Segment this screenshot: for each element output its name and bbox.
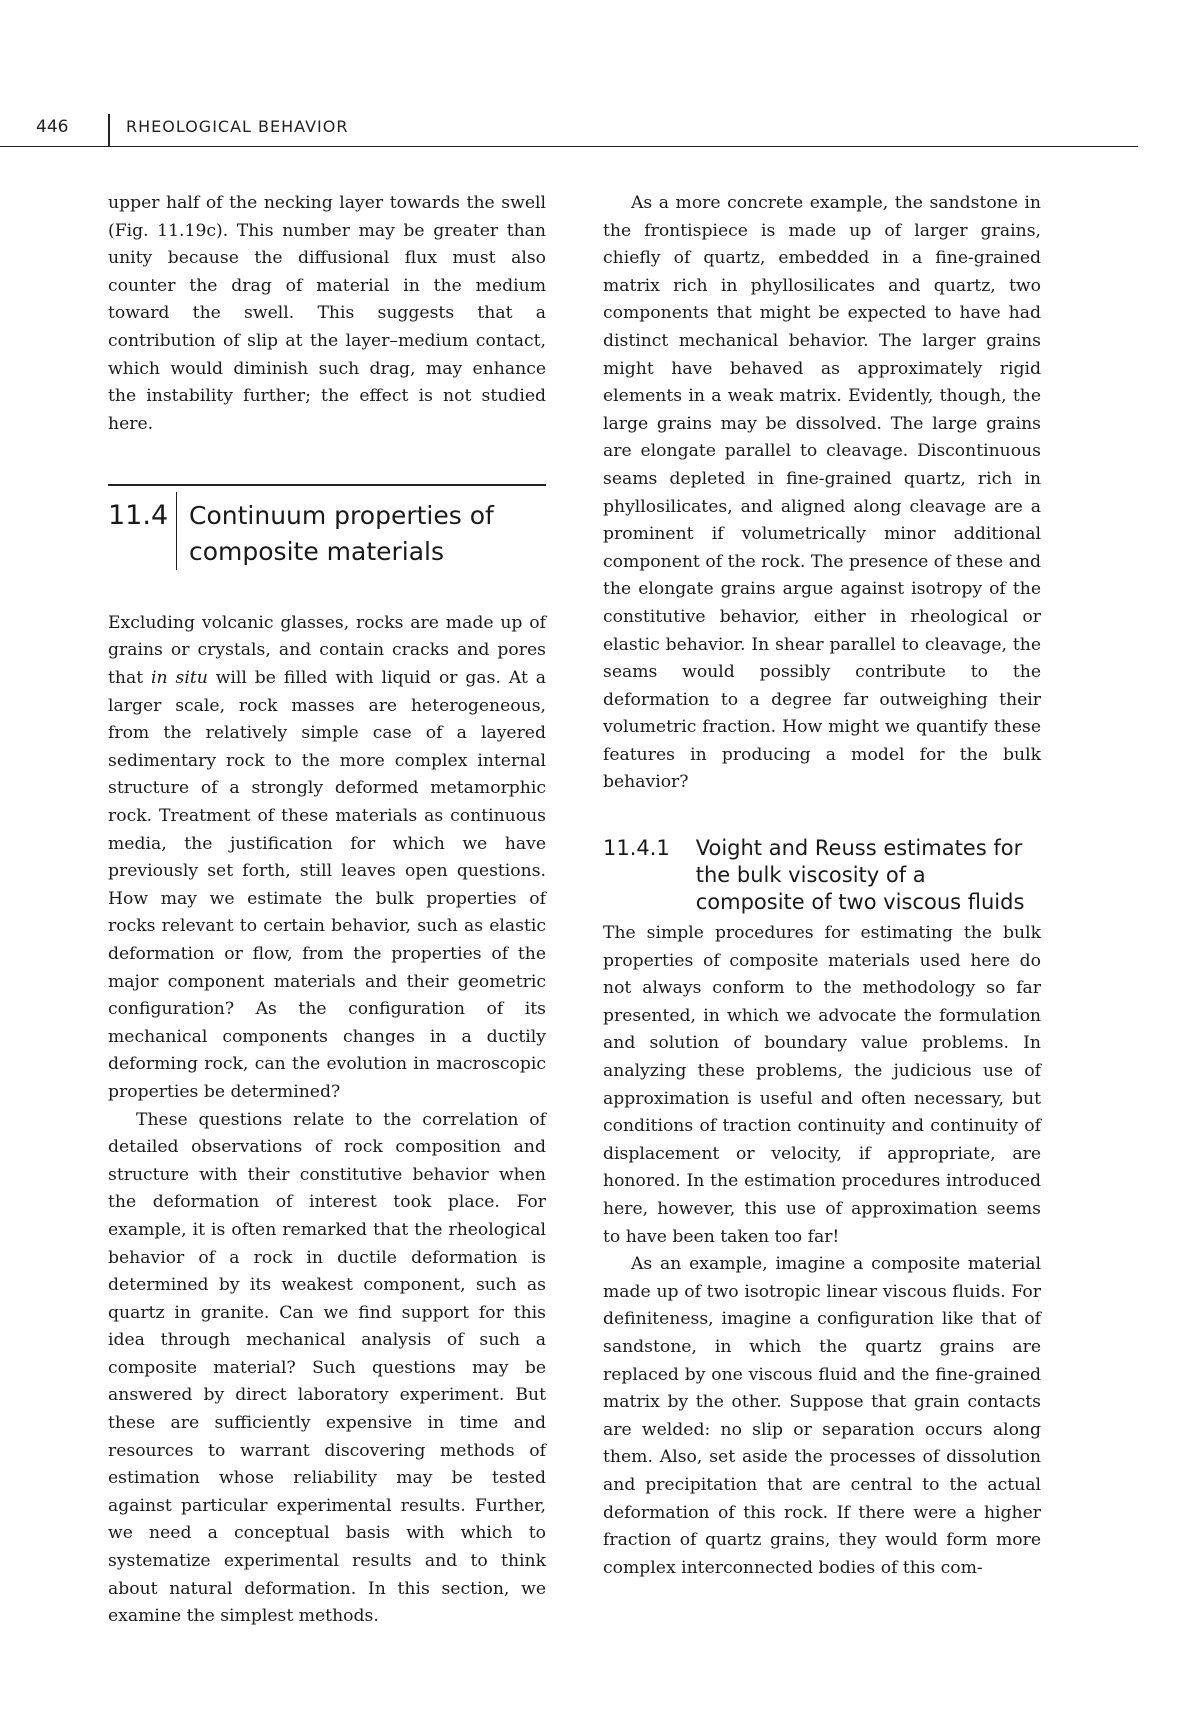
right-column: [603, 190, 1041, 1582]
section-title: Continuum properties of composite materials: [189, 500, 494, 566]
paragraph-intro: [108, 610, 546, 1107]
section-heading: [108, 492, 546, 570]
subsection-number: 11.4.1: [603, 836, 670, 861]
paragraph-composite-example: As an example, imagine a composite material made up of two isotropic linear viscous fluids. For definiteness, imagine a configuration like that of sandstone, in which the quartz grains are replaced by one viscous fluid and the fine-grained matrix by the other. Suppose that grain contacts are welded: no slip or separation occurs along them. Also, set aside the processes of dissolution and precipitation that are central to the actual deformation of this rock. If there were a higher fraction of quartz grains, they would form more complex interconnected bodies of this com-: [603, 1254, 1041, 1578]
paragraph-intro-start: Excluding volcanic glasses, rocks are made up of grains or crystals, and contain cracks and pores that: [108, 612, 546, 689]
paragraph-procedures: The simple procedures for estimating the bulk properties of composite materials used here do not always conform to the methodology so far presented, in which we advocate the formulation and solution of boundary value problems. In analyzing these problems, the judicious use of approximation is useful and often necessary, but conditions of traction continuity and continuity of displacement or velocity, if appropriate, are honored. In the estimation procedures introduced here, however, this use of approximation seems to have been taken too far!: [603, 923, 1041, 1247]
paragraph-continued: upper half of the necking layer towards the swell (Fig. 11.19c). This number may be greater than unity because the diffusional flux must also counter the drag of material in the medium toward the swell. This suggests that a contribution of slip at the layer–medium contact, which would diminish such drag, may enhance the instability further; the effect is not studied here.: [108, 193, 546, 434]
paragraph-questions: These questions relate to the correlation of detailed observations of rock composition and structure with their constitutive behavior when the deformation of interest took place. For example, it is often remarked that the rheological behavior of a rock in ductile deformation is determined by its weakest component, such as quartz in granite. Can we find support for this idea through mechanical analysis of such a composite material? Such questions may be answered by direct laboratory experiment. But these are sufficiently expensive in time and resources to warrant discovering methods of estimation whose reliability may be tested against particular experimental results. Further, we need a conceptual basis with which to systematize experimental results and to think about natural deformation. In this section, we examine the simplest methods.: [108, 1109, 546, 1627]
italic-term: in situ: [151, 668, 208, 689]
subsection-title: Voight and Reuss estimates for the bulk viscosity of a composite of two viscous fluids: [695, 836, 1025, 915]
paragraph-sandstone-example: As a more concrete example, the sandstone in the frontispiece is made up of larger grains, chiefly of quartz, embedded in a fine-grained matrix rich in phyllosilicates and quartz, two components that might be expected to have had distinct mechanical behavior. The larger grains might have behaved as approximately rigid elements in a weak matrix. Evidently, though, the large grains may be dissolved. The large grains are elongate parallel to cleavage. Discontinuous seams depleted in fine-grained quartz, rich in phyllosilicates, and aligned along cleavage are a prominent if volumetrically minor additional component of the rock. The presence of these and the elongate grains argue against isotropy of the constitutive behavior, either in rheological or elastic behavior. In shear parallel to cleavage, the seams would possibly contribute to the deformation to a degree far outweighing their volumetric fraction. How might we quantify these features in producing a model for the bulk behavior?: [603, 193, 1041, 793]
left-column: [108, 190, 546, 1631]
page-header: [0, 100, 1138, 147]
paragraph-intro-rest: will be filled with liquid or gas. At a larger scale, rock masses are heterogeneous, from the relatively simple case of a layered sedimentary rock to the more complex internal structure of a strongly deformed metamorphic rock. Treatment of these materials as continuous media, the justification for which we have previously set forth, still leaves open questions. How may we estimate the bulk properties of rocks relevant to certain behavior, such as elastic deformation or flow, from the properties of the major component materials and their geometric configuration? As the configuration of its mechanical components changes in a ductily deforming rock, can the evolution in macroscopic properties be determined?: [108, 668, 546, 1102]
running-head: RHEOLOGICAL BEHAVIOR: [126, 117, 349, 136]
page-number: 446: [36, 117, 69, 137]
subsection-heading: [603, 835, 1041, 916]
section-rule: [108, 484, 546, 486]
header-divider: [108, 114, 110, 146]
section-number: 11.4: [108, 492, 177, 570]
